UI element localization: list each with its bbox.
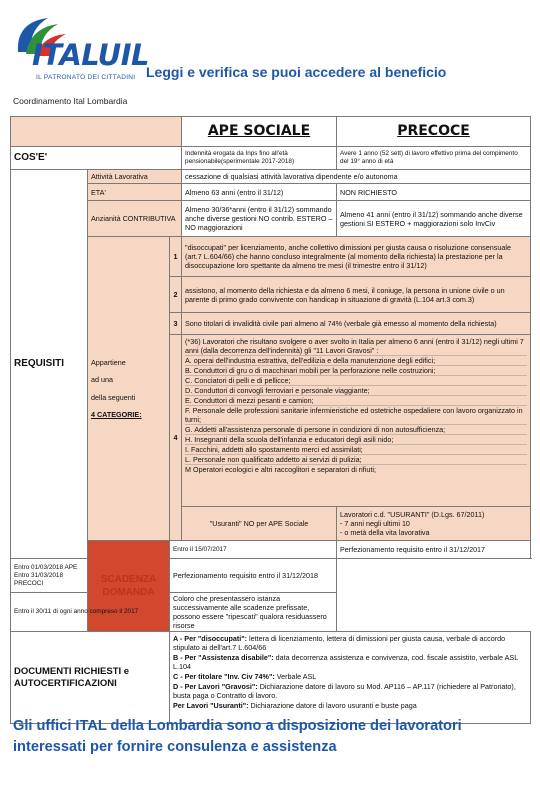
- usuranti-ape: "Usuranti" NO per APE Sociale: [182, 507, 337, 541]
- scadenza-r1-right: Perfezionamento requisito entro il 31/12/2017: [337, 541, 531, 559]
- scadenza-label-line-2: DOMANDA: [102, 587, 155, 598]
- cose-ape: Indennità erogata da Inps fino all'età pensionabile(sperimentale 2017-2018): [182, 147, 337, 170]
- documento-item-title: C - Per titolare "Inv. Civ 74%":: [173, 672, 275, 681]
- lavoro-gravoso-item: E. Conduttori di mezzi pesanti e camion;: [185, 395, 527, 405]
- header: [0, 0, 540, 108]
- categoria-row-1: [11, 237, 531, 277]
- coordinamento-label: Coordinamento Ital Lombardia: [13, 96, 128, 106]
- documento-item: [173, 653, 527, 671]
- requisiti-label: REQUISITI: [11, 170, 88, 559]
- appartiene-cell: [88, 237, 170, 541]
- col-ape-header: APE SOCIALE: [182, 117, 337, 147]
- anzianita-precoce: Almeno 41 anni (entro il 31/12) sommando anche diverse gestioni SI ESTERO + maggiorazioni solo InvCiv: [337, 201, 531, 237]
- documenti-list: [170, 632, 531, 724]
- header-blank-cell: [11, 117, 182, 147]
- lavoro-gravoso-item: H. Insegnanti della scuola dell'infanzia e educatori degli asili nido;: [185, 434, 527, 444]
- cose-precoce: Avere 1 anno (52 sett) di lavoro effettivo prima del compimento del 19° anno di età: [337, 147, 531, 170]
- categoria-number-2: 2: [170, 277, 182, 313]
- lavoro-gravoso-item: A. operai dell'industria estrattiva, dell'edilizia e della manutenzione degli edifici;: [185, 355, 527, 365]
- scadenza-r2-left-line-3: PRECOCI: [14, 579, 44, 587]
- documento-item-title: B - Per "Assistenza disabile":: [173, 653, 274, 662]
- scadenza-r3-right: Coloro che presentassero istanza successivamente alle scadenze prefissate, possono essere "ripescati" qualora residuassero risorse: [170, 593, 337, 632]
- usuranti-precoce: [337, 507, 531, 541]
- eta-ape: Almeno 63 anni (entro il 31/12): [182, 184, 337, 201]
- logo-text: ITALUIL: [32, 38, 149, 72]
- eta-precoce: NON RICHIESTO: [337, 184, 531, 201]
- attivita-value: cessazione di qualsiasi attività lavorativa dipendente e/o autonoma: [182, 170, 531, 184]
- usuranti-precoce-line-1: Lavoratori c.d. "USURANTI" (D.Lgs. 67/2011): [340, 510, 485, 519]
- anzianita-row: [11, 201, 531, 237]
- cose-row: [11, 147, 531, 170]
- lavoro-gravoso-item: I. Facchini, addetti allo spostamento merci ed assimilati;: [185, 444, 527, 454]
- documento-item: [173, 672, 527, 681]
- categoria-text-3: Sono titolari di invalidità civile pari almeno al 74% (verbale già emesso al momento della richiesta): [182, 313, 531, 335]
- attivita-row: [11, 170, 531, 184]
- lavoro-gravoso-item: B. Conduttori di gru o di macchinari mobili per la perforazione nelle costruzioni;: [185, 365, 527, 375]
- scadenza-r2-left-line-2: Entro 31/03/2018: [14, 571, 64, 579]
- lavoro-gravoso-item: G. Addetti all'assistenza personale di persone in condizioni di non autosufficienza;: [185, 424, 527, 434]
- categoria-text-1: "disoccupati" per licenziamento, anche collettivo dimissioni per giusta causa o risoluzione consensuale (art.7 L.604/66) che hanno concluso integralmente (al momento della richiesta) la prestazione per la disoccupazione loro spettante da almeno tre mesi (il trimestre entro il 31/12): [182, 237, 531, 277]
- logo-subtitle: IL PATRONATO DEI CITTADINI: [36, 74, 136, 81]
- documento-item-text: Dichiarazione datore di lavoro usuranti e buste paga: [248, 701, 417, 710]
- col-precoce-header: PRECOCE: [337, 117, 531, 147]
- categoria-number-3: 3: [170, 313, 182, 335]
- scadenza-r3-left: Entro il 30/11 di ogni anno compreso il 2017: [11, 593, 170, 632]
- documenti-row: [11, 632, 531, 724]
- italuil-logo: [8, 12, 148, 88]
- categoria-number-1: 1: [170, 237, 182, 277]
- documento-item-title: Per Lavori "Usuranti":: [173, 701, 249, 710]
- appartiene-line-1: Appartiene: [91, 357, 126, 367]
- lavori-gravosi-list: [185, 355, 527, 474]
- usuranti-precoce-line-3: - o metà della vita lavorativa: [340, 528, 430, 537]
- table-header-row: [11, 117, 531, 147]
- documento-item: [173, 634, 527, 652]
- scadenza-r2-left-line-1: Entro 01/03/2018 APE: [14, 563, 78, 571]
- appartiene-line-2: ad una: [91, 375, 113, 385]
- scadenza-row-3: [11, 593, 531, 632]
- lavoro-gravoso-item: L. Personale non qualificato addetto ai servizi di pulizia;: [185, 454, 527, 464]
- documento-item-text: lettera di licenziamento, lettera di dimissioni per giusta causa, verbale di accordo stipulato ai dell'art.7 L.604/66: [173, 634, 506, 652]
- lavoro-gravoso-item: M Operatori ecologici e altri raccoglitori e separatori di rifiuti;: [185, 464, 527, 474]
- documento-item-title: A - Per "disoccupati":: [173, 634, 248, 643]
- usuranti-precoce-line-2: - 7 anni negli ultimi 10: [340, 519, 410, 528]
- page-headline: Leggi e verifica se puoi accedere al beneficio: [146, 64, 447, 80]
- documento-item: [173, 701, 527, 710]
- documento-item: [173, 682, 527, 700]
- categoria-text-2: assistono, al momento della richiesta e da almeno 6 mesi, il coniuge, la persona in unione civile o un parente di primo grado convivente con handicap in situazione di gravità (L.104 art.3 com.3): [182, 277, 531, 313]
- scadenza-r2-right: Perfezionamento requisito entro il 31/12/2018: [170, 559, 337, 593]
- lavoro-gravoso-item: C. Conciatori di pelli e di pellicce;: [185, 375, 527, 385]
- scadenza-row-2: [11, 559, 531, 593]
- documento-item-text: Dichiarazione datore di lavoro su Mod. AP116 – AP.117 (richiedere al Patronato), busta paga o Contratto di lavoro.: [173, 682, 516, 700]
- documento-item-title: D - Per Lavori "Gravosi":: [173, 682, 258, 691]
- categoria-text-4: [182, 335, 531, 507]
- footer-note: [13, 716, 528, 758]
- documento-item-text: data decorrenza assistenza e convivenza, cod. fiscale assistito, verbale ASL L.104: [173, 653, 518, 671]
- scadenza-r1-left: Entro il 15/07/2017: [170, 541, 337, 559]
- benefit-table: [10, 116, 531, 724]
- eta-label: ETA': [88, 184, 182, 201]
- attivita-label: Attività Lavorativa: [88, 170, 182, 184]
- scadenza-label-line-1: SCADENZA: [100, 574, 157, 585]
- cose-label: COS'E': [11, 147, 182, 170]
- lavoro-gravoso-item: F. Personale delle professioni sanitarie infermieristiche ed ostetriche ospedaliere con lavoro organizzato in turni;: [185, 405, 527, 424]
- eta-row: [11, 184, 531, 201]
- documenti-label: DOCUMENTI RICHIESTI e AUTOCERTIFICAZIONI: [11, 632, 170, 724]
- footer-line-1: Gli uffici ITAL della Lombardia sono a disposizione dei lavoratori: [13, 718, 462, 734]
- scadenza-row-1: [11, 541, 531, 559]
- footer-line-2: interessati per fornire consulenza e assistenza: [13, 739, 337, 756]
- anzianita-label: Anzianità CONTRIBUTIVA: [88, 201, 182, 237]
- appartiene-line-4: 4 CATEGORIE:: [91, 409, 142, 419]
- lavoro-gravoso-item: D. Conduttori di convogli ferroviari e personale viaggiante;: [185, 385, 527, 395]
- lavori-gravosi-intro: (*36) Lavoratori che risultano svolgere o aver svolto in Italia per almeno 6 anni (entro il 31/12) negli ultimi 7 anni (dalla decorrenza dell'indennità) gli "11 Lavori Gravosi" :: [185, 337, 524, 355]
- anzianita-ape: Almeno 30/36*anni (entro il 31/12) sommando anche diverse gestioni NO contrib. ESTERO – NO maggiorazioni: [182, 201, 337, 237]
- documento-item-text: Verbale ASL: [274, 672, 317, 681]
- appartiene-line-3: della seguenti: [91, 392, 136, 402]
- categoria-number-4: 4: [170, 335, 182, 541]
